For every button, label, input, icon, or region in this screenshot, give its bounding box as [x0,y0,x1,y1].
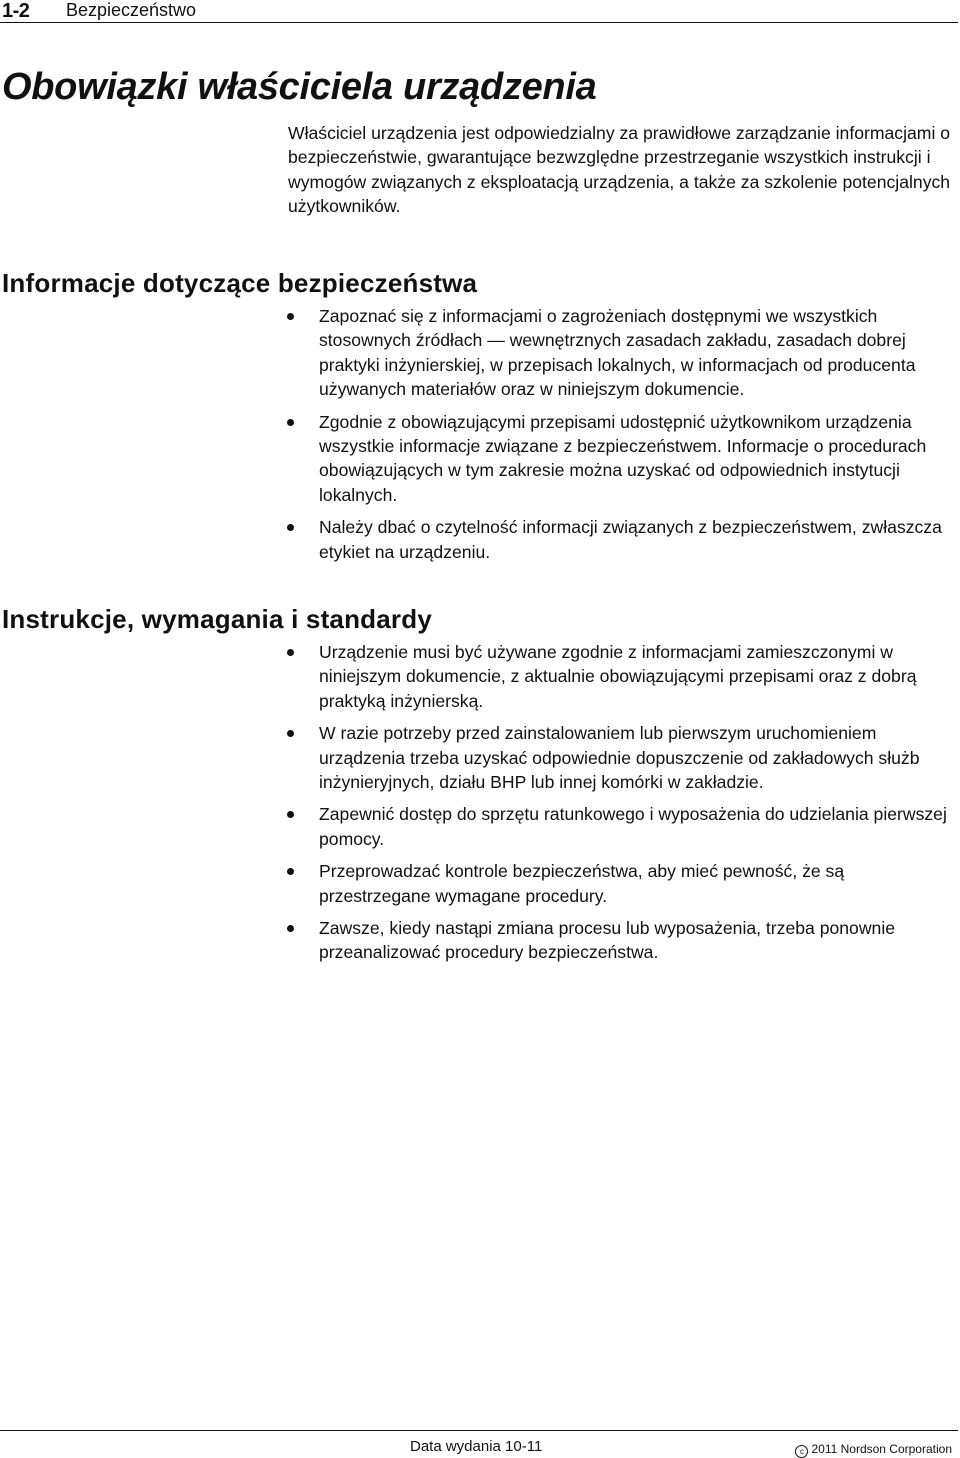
header-section-name: Bezpieczeństwo [66,0,197,20]
list-item-text: Należy dbać o czytelność informacji związanych z bezpieczeństwem, zwłaszcza etykiet na urządzeniu. [319,517,942,562]
bullet-icon [287,868,294,875]
list-item-text: Zgodnie z obowiązującymi przepisami udostępnić użytkownikom urządzenia wszystkie informacje związane z bezpieczeństwem. Informacje o procedurach obowiązujących w tym zakresie można uzyskać od odpowiednich instytucji lokalnych. [319,411,927,505]
page-header [0,0,960,24]
section-heading-safety-info: Informacje dotyczące bezpieczeństwa [2,268,478,298]
copyright-icon: c [795,1445,808,1458]
list-item [284,515,956,564]
list-item-text: Zapewnić dostęp do sprzętu ratunkowego i wyposażenia do udzielania pierwszej pomocy. [319,804,947,849]
list-item-text: Zapoznać się z informacjami o zagrożeniach dostępnymi we wszystkich stosownych źródłach — wewnętrznych zasadach zakładu, zasadach dobrej praktyki inżynierskiej, w przepisach lokalnych, w informacjach od producenta używanych materiałów oraz w niniejszym dokumencie. [319,306,916,400]
bullet-icon [287,524,294,531]
footer-copyright [795,1441,952,1458]
bullet-icon [287,649,294,656]
footer-divider [0,1430,958,1431]
page-number: 1-2 [2,0,30,22]
page-title: Obowiązki właściciela urządzenia [2,66,597,108]
list-item-text: W razie potrzeby przed zainstalowaniem lub pierwszym uruchomieniem urządzenia trzeba uzyskać odpowiednie dopuszczenie od zakładowych służb inżynieryjnych, działu BHP lub innej komórki w zakładzie. [319,723,920,793]
list-item [284,916,956,965]
bullet-icon [287,730,294,737]
list-item [284,304,956,402]
list-item [284,640,956,713]
list-item [284,721,956,794]
list-item-text: Urządzenie musi być używane zgodnie z informacjami zamieszczonymi w niniejszym dokumencie, z aktualnie obowiązującymi przepisami oraz z dobrą praktyką inżynierską. [319,642,917,711]
intro-paragraph: Właściciel urządzenia jest odpowiedzialny za prawidłowe zarządzanie informacjami o bezpieczeństwie, gwarantujące bezwzględne przestrzeganie wszystkich instrukcji i wymogów związanych z eksploatacją urządzenia, a także za szkolenie potencjalnych użytkowników. [288,123,951,217]
bullet-icon [287,811,294,818]
footer-issue-date: Data wydania 10-11 [410,1438,543,1455]
bullet-icon [287,925,294,932]
header-divider [0,22,958,23]
copyright-text: 2011 Nordson Corporation [811,1442,952,1456]
safety-info-list [284,304,956,572]
bullet-icon [287,313,294,320]
list-item-text: Przeprowadzać kontrole bezpieczeństwa, aby mieć pewność, że są przestrzegane wymagane procedury. [319,861,845,906]
list-item [284,410,956,508]
section-heading-standards: Instrukcje, wymagania i standardy [2,604,432,634]
bullet-icon [287,419,294,426]
standards-list [284,640,956,973]
list-item [284,802,956,851]
list-item-text: Zawsze, kiedy nastąpi zmiana procesu lub wyposażenia, trzeba ponownie przeanalizować procedury bezpieczeństwa. [319,918,896,963]
list-item [284,859,956,908]
